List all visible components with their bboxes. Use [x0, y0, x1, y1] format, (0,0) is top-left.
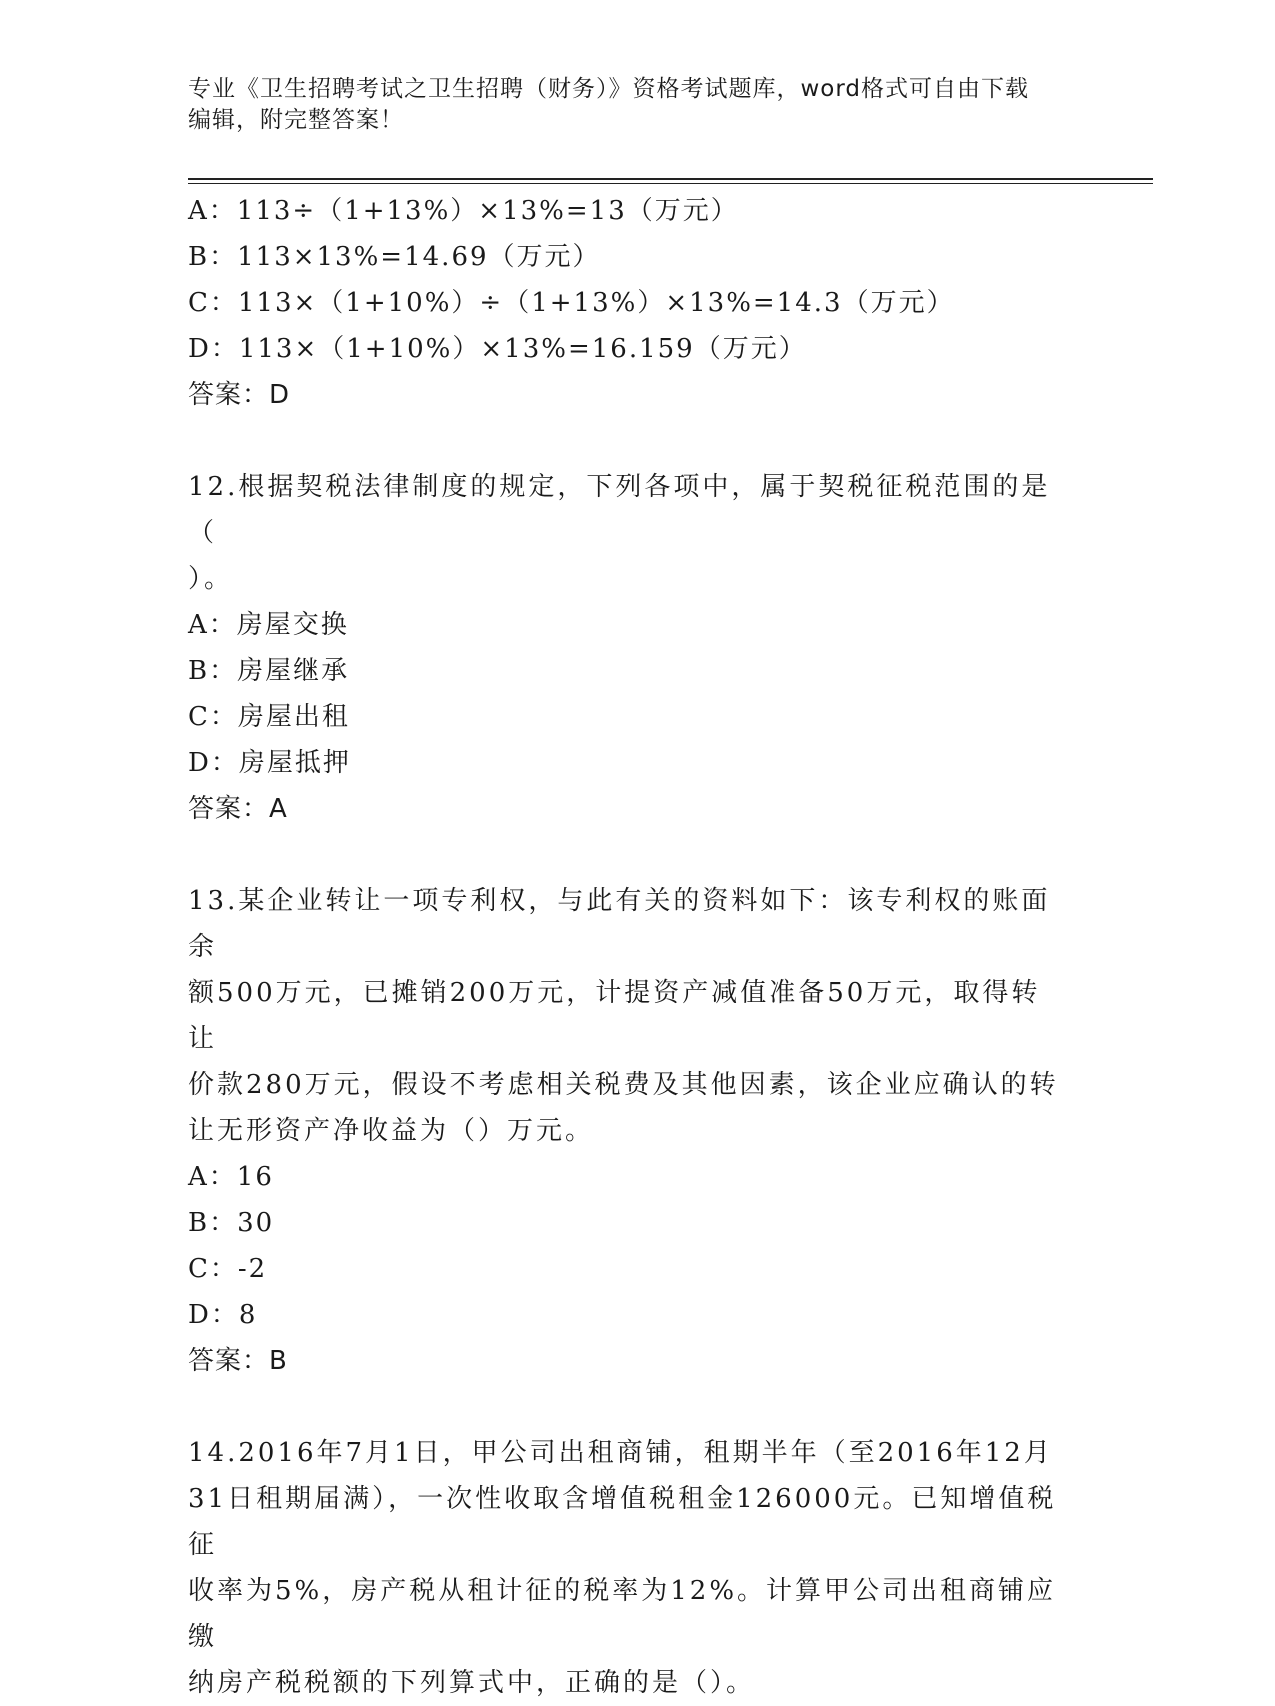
- option-a: A：房屋交换: [188, 610, 349, 640]
- document-body: [188, 188, 1088, 1706]
- option-d: D：房屋抵押: [188, 748, 351, 778]
- option-a: A：113÷（1+13%）×13%=13（万元）: [188, 196, 739, 226]
- option-c: C：房屋出租: [188, 702, 350, 732]
- option-d: D：8: [188, 1300, 258, 1330]
- header-divider-thick: [188, 178, 1153, 180]
- question-text-line: 价款280万元，假设不考虑相关税费及其他因素，该企业应确认的转: [188, 1070, 1059, 1100]
- question-12: [188, 464, 1088, 832]
- option-c: C：-2: [188, 1254, 268, 1284]
- option-c: C：113×（1+10%）÷（1+13%）×13%=14.3（万元）: [188, 288, 955, 318]
- question-text-line: 31日租期届满），一次性收取含增值税租金126000元。已知增值税征: [188, 1484, 1057, 1560]
- question-text: [188, 1430, 1068, 1706]
- question-text: [188, 464, 1068, 602]
- question-text-line: 13.某企业转让一项专利权，与此有关的资料如下：该专利权的账面余: [188, 886, 1051, 962]
- option-a: A：16: [188, 1162, 274, 1192]
- question-text-line: 收率为5%，房产税从租计征的税率为12%。计算甲公司出租商铺应缴: [188, 1576, 1057, 1652]
- header-divider-thin: [188, 183, 1153, 184]
- question-text-line: 12.根据契税法律制度的规定，下列各项中，属于契税征税范围的是（: [188, 472, 1051, 548]
- question-14: [188, 1430, 1088, 1706]
- answer: 答案：B: [188, 1346, 288, 1376]
- question-13: [188, 878, 1088, 1384]
- question-text: [188, 878, 1068, 1154]
- option-b: B：113×13%=14.69（万元）: [188, 242, 601, 272]
- document-header: [188, 74, 1088, 136]
- question-11: [188, 188, 1088, 418]
- option-b: B：房屋继承: [188, 656, 350, 686]
- question-text-line: 14.2016年7月1日，甲公司出租商铺，租期半年（至2016年12月: [188, 1438, 1053, 1468]
- answer: 答案：A: [188, 794, 288, 824]
- question-text-line: 纳房产税税额的下列算式中，正确的是（）。: [188, 1668, 756, 1698]
- header-title-line-1: 专业《卫生招聘考试之卫生招聘（财务）》资格考试题库，word格式可自由下载: [188, 76, 1030, 102]
- option-d: D：113×（1+10%）×13%=16.159（万元）: [188, 334, 807, 364]
- question-text-line: ）。: [188, 564, 234, 594]
- question-text-line: 让无形资产净收益为（）万元。: [188, 1116, 595, 1146]
- answer: 答案：D: [188, 380, 291, 410]
- header-title-line-2: 编辑，附完整答案！: [188, 107, 404, 133]
- question-text-line: 额500万元，已摊销200万元，计提资产减值准备50万元，取得转让: [188, 978, 1041, 1054]
- option-b: B：30: [188, 1208, 275, 1238]
